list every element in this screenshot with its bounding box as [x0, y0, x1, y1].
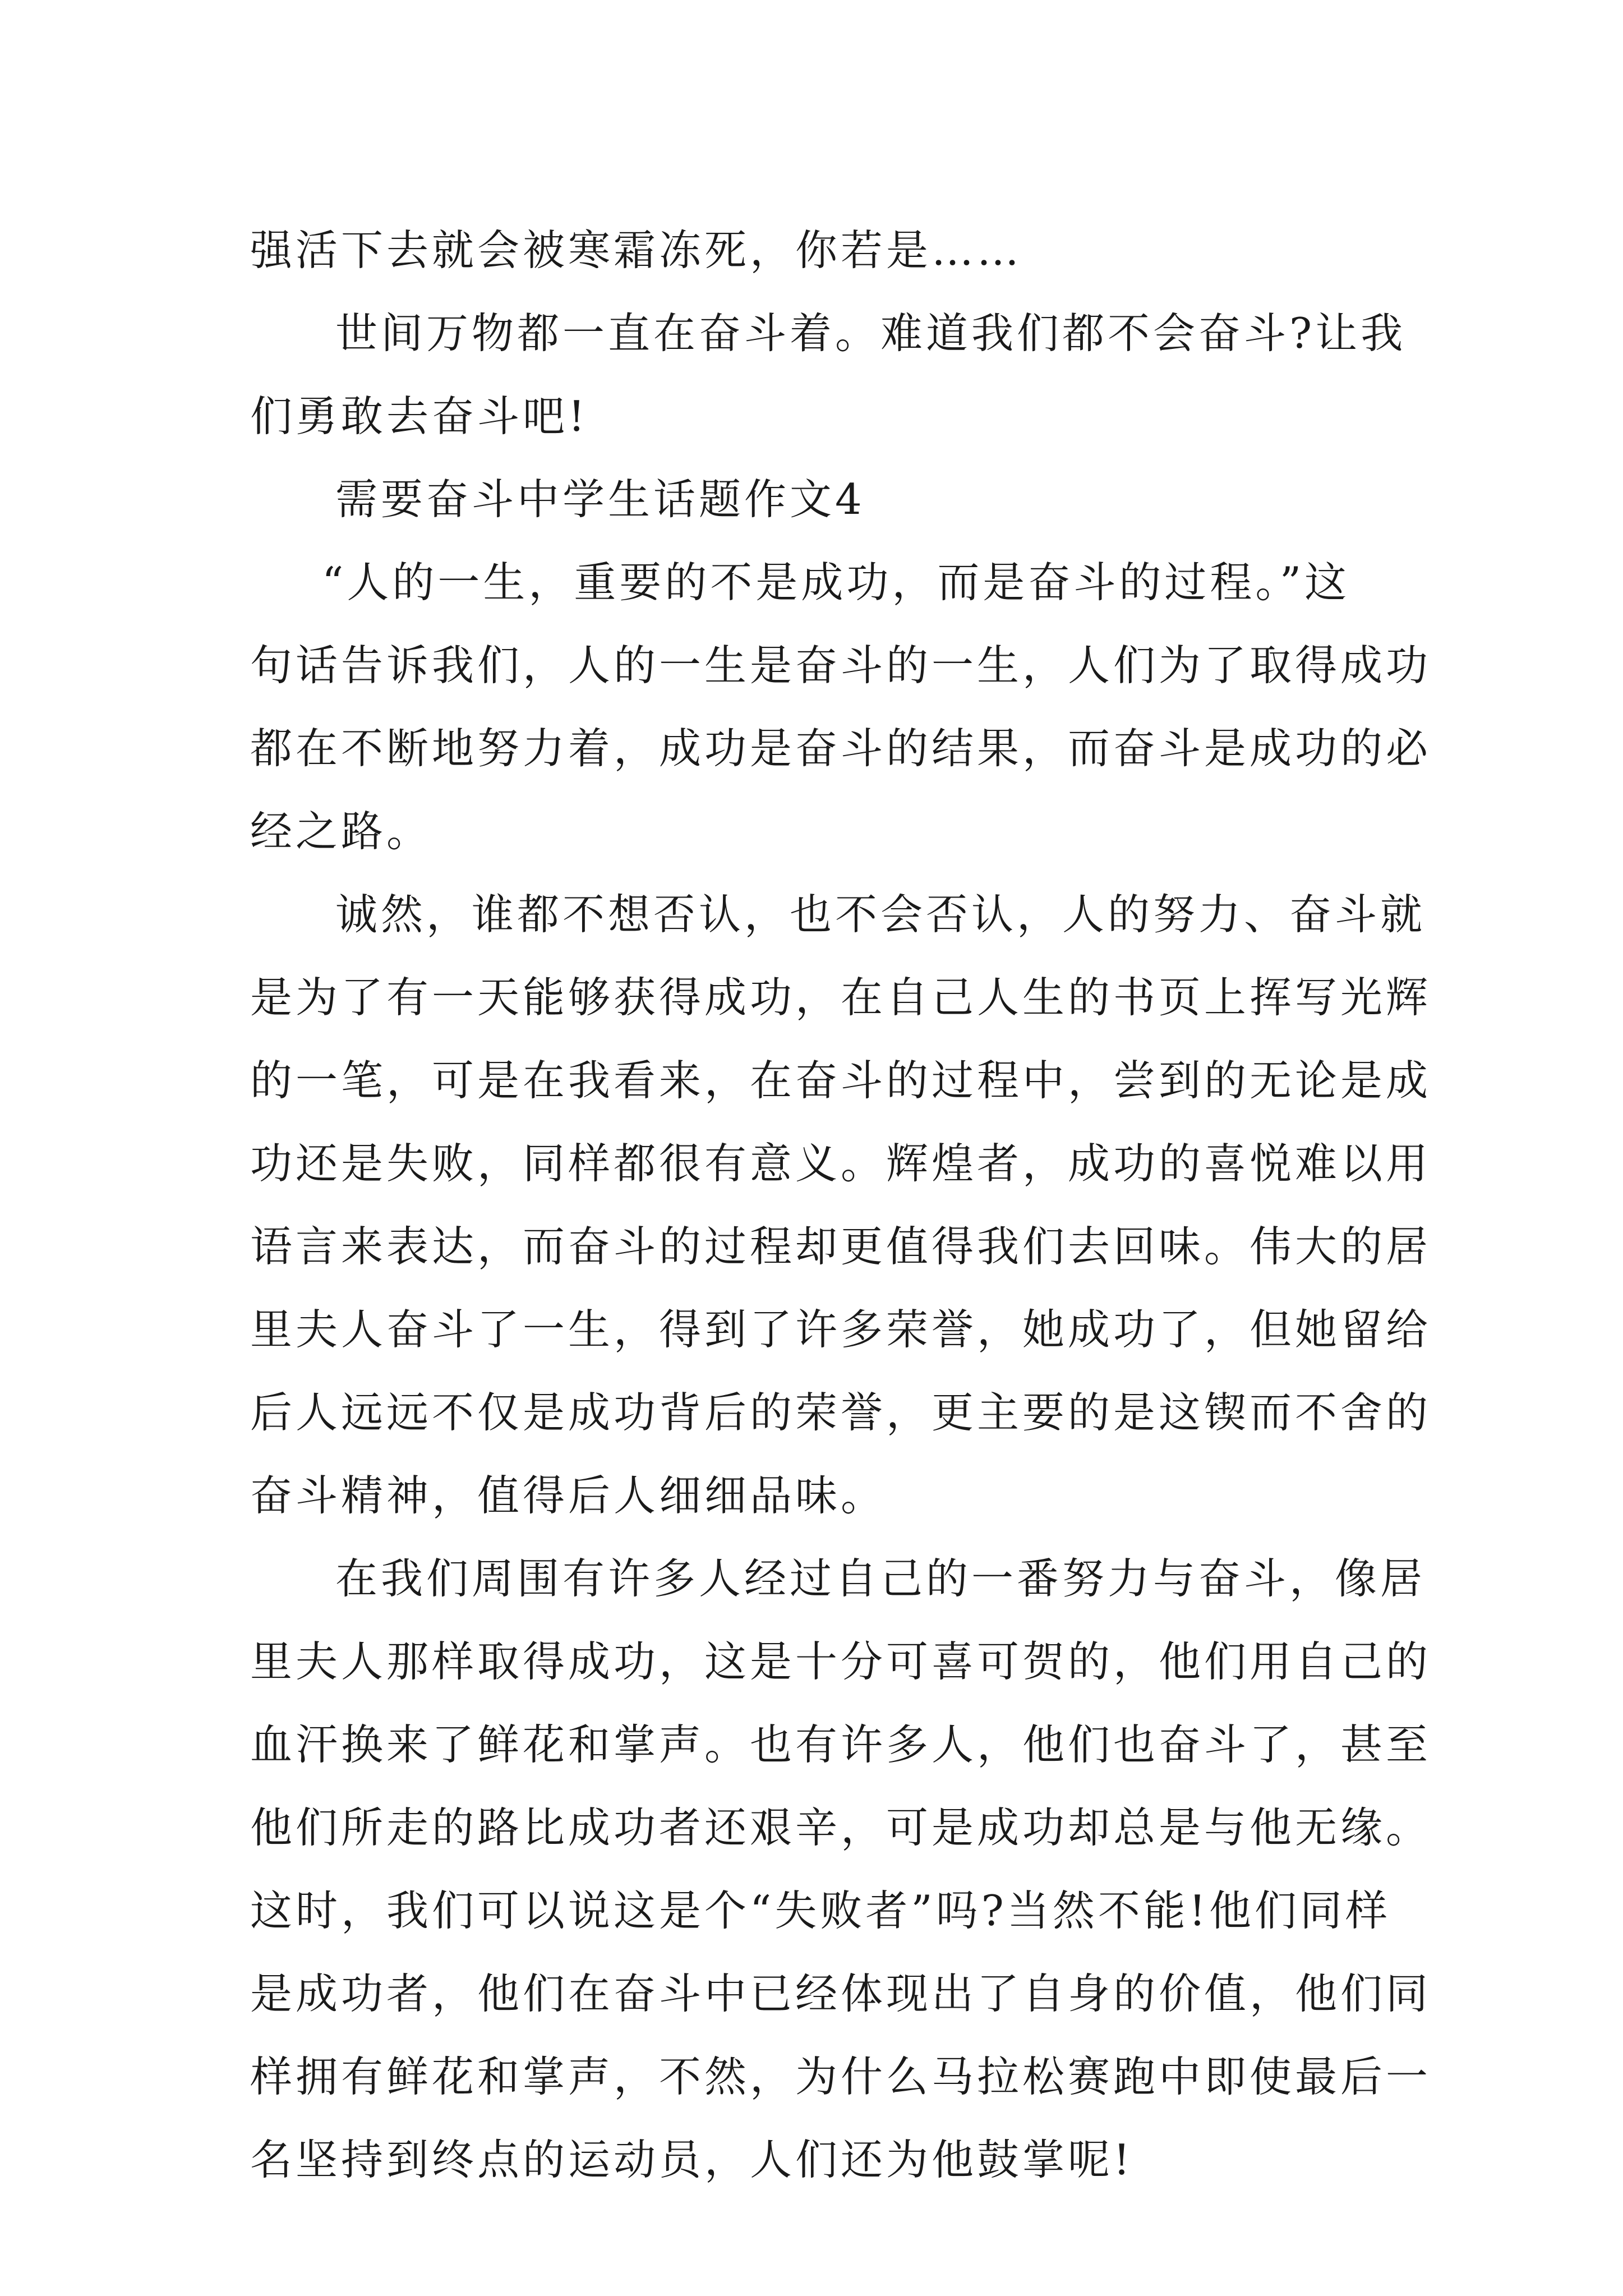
- section-heading: 需要奋斗中学生话题作文4: [335, 475, 865, 524]
- paragraph-start-line: 世间万物都一直在奋斗着。难道我们都不会奋斗?让我: [335, 309, 1407, 358]
- text-line: 奋斗精神，值得后人细细品味。: [250, 1471, 887, 1520]
- text-line: 都在不断地努力着，成功是奋斗的结果，而奋斗是成功的必: [250, 724, 1432, 773]
- text-line: 血汗换来了鲜花和掌声。也有许多人，他们也奋斗了，甚至: [250, 1720, 1432, 1769]
- text-line: 功还是失败，同样都很有意义。辉煌者，成功的喜悦难以用: [250, 1139, 1432, 1188]
- text-line: 他们所走的路比成功者还艰辛，可是成功却总是与他无缘。: [250, 1803, 1432, 1852]
- text-line: 的一笔，可是在我看来，在奋斗的过程中，尝到的无论是成: [250, 1056, 1432, 1105]
- text-line: 样拥有鲜花和掌声，不然，为什么马拉松赛跑中即使最后一: [250, 2052, 1432, 2101]
- text-line: 句话告诉我们，人的一生是奋斗的一生，人们为了取得成功: [250, 641, 1432, 690]
- text-line: 是成功者，他们在奋斗中已经体现出了自身的价值，他们同: [250, 1969, 1432, 2018]
- text-line: 语言来表达，而奋斗的过程却更值得我们去回味。伟大的居: [250, 1222, 1432, 1271]
- paragraph-start-line: 诚然，谁都不想否认，也不会否认，人的努力、奋斗就: [335, 890, 1426, 939]
- text-line: 后人远远不仅是成功背后的荣誉，更主要的是这锲而不舍的: [250, 1388, 1432, 1437]
- text-line: 是为了有一天能够获得成功，在自己人生的书页上挥写光辉: [250, 973, 1432, 1022]
- text-line: 里夫人那样取得成功，这是十分可喜可贺的，他们用自己的: [250, 1637, 1432, 1686]
- paragraph-start-line: 在我们周围有许多人经过自己的一番努力与奋斗，像居: [335, 1554, 1426, 1603]
- text-line: 里夫人奋斗了一生，得到了许多荣誉，她成功了，但她留给: [250, 1305, 1432, 1354]
- text-line: 名坚持到终点的运动员，人们还为他鼓掌呢!: [250, 2135, 1134, 2184]
- text-line: 强活下去就会被寒霜冻死，你若是……: [250, 226, 1023, 275]
- text-line: 这时，我们可以说这是个“失败者”吗?当然不能!他们同样: [250, 1886, 1391, 1935]
- text-line: 经之路。: [250, 807, 432, 856]
- text-line: 们勇敢去奋斗吧!: [250, 392, 589, 441]
- paragraph-start-line: “人的一生，重要的不是成功，而是奋斗的过程。”这: [322, 558, 1350, 607]
- document-body: [250, 209, 1432, 2201]
